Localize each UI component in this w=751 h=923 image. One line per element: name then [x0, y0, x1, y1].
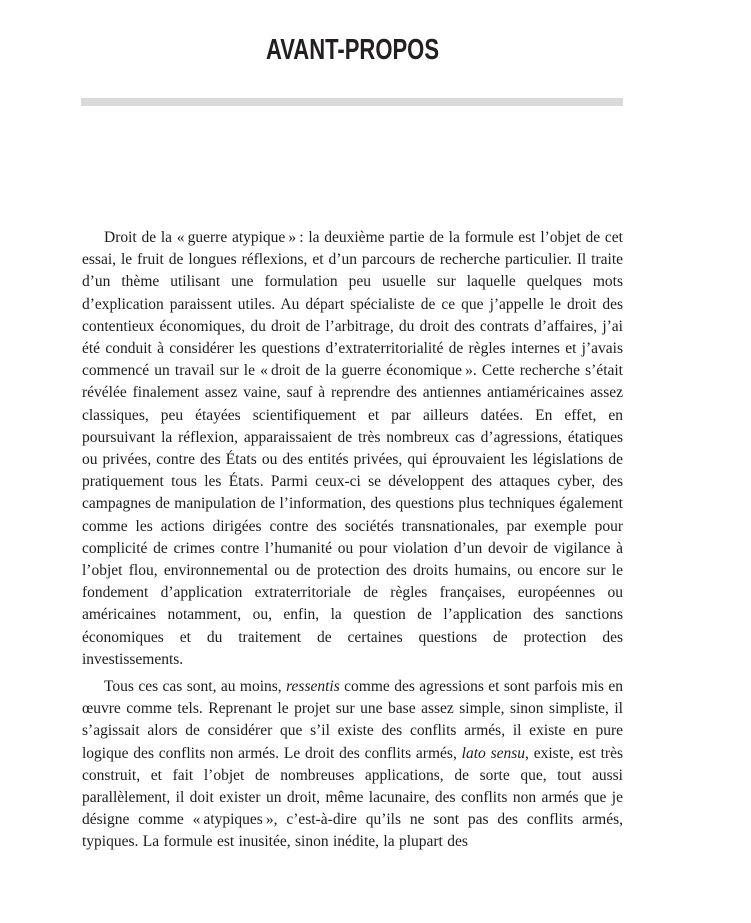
italic-text-run: lato sensu	[461, 744, 526, 762]
paragraph	[82, 676, 623, 854]
body-text	[82, 227, 623, 854]
title-rule	[81, 98, 623, 106]
text-run: Droit de la « guerre atypique » : la deuxième partie de la formule est l’objet de cet essai, le fruit de longues réflexions, et d’un parcours de recherche particulier. Il traite d’un thème utilisant une formulation peu usuelle sur laquelle quelques mots d’explication paraissent utiles. Au départ spécialiste de ce que j’appelle le droit des contentieux économiques, du droit de l’arbitrage, du droit des contrats d’affaires, j’ai été conduit à considérer les questions d’extraterritorialité de règles internes et j’avais commencé un travail sur le « droit de la guerre économique ». Cette recherche s’était révélée finalement assez vaine, sauf à reprendre des antiennes antiaméricaines assez classiques, peu étayées scientifiquement et par ailleurs datées. En effet, en poursuivant la réflexion, apparaissaient de très nombreux cas d’agressions, étatiques ou privées, contre des États ou des entités privées, qui éprouvaient les législations de pratiquement tous les États. Parmi ceux-ci se développent des attaques cyber, des campagnes de manipulation de l’information, des questions plus techniques également comme les actions dirigées contre des sociétés transnationales, par exemple pour complicité de crimes contre l’humanité ou pour violation d’un devoir de vigilance à l’objet flou, environnemental ou de protection des droits humains, ou encore sur le fondement d’application extraterritoriale de règles françaises, européennes ou américaines notamment, ou, enfin, la question de l’application des sanctions économiques et du traitement de certaines questions de protection des investissements.	[82, 229, 623, 668]
italic-text-run: ressentis	[286, 678, 340, 696]
text-run: , existe, est très construit, et fait l’objet de nombreuses applications, de sorte que, tout aussi parallèlement, il doit exister un droit, même lacunaire, des conflits non armés que je désigne comme « atypiques », c’est-à-dire qu’ils ne sont pas des conflits armés, typiques. La formule est inusitée, sinon inédite, la plupart des	[82, 744, 623, 851]
page-title: AVANT-PROPOS	[265, 34, 440, 66]
text-run: comme des agressions et sont parfois mis en œuvre comme tels. Reprenant le projet sur une base assez simple, sinon simpliste, il s’agissait alors de considérer que s’il existe des conflits armés, il existe en pure logique des conflits non armés. Le droit des conflits armés,	[82, 678, 623, 762]
paragraph	[82, 227, 623, 671]
text-run: Tous ces cas sont, au moins,	[104, 678, 287, 696]
